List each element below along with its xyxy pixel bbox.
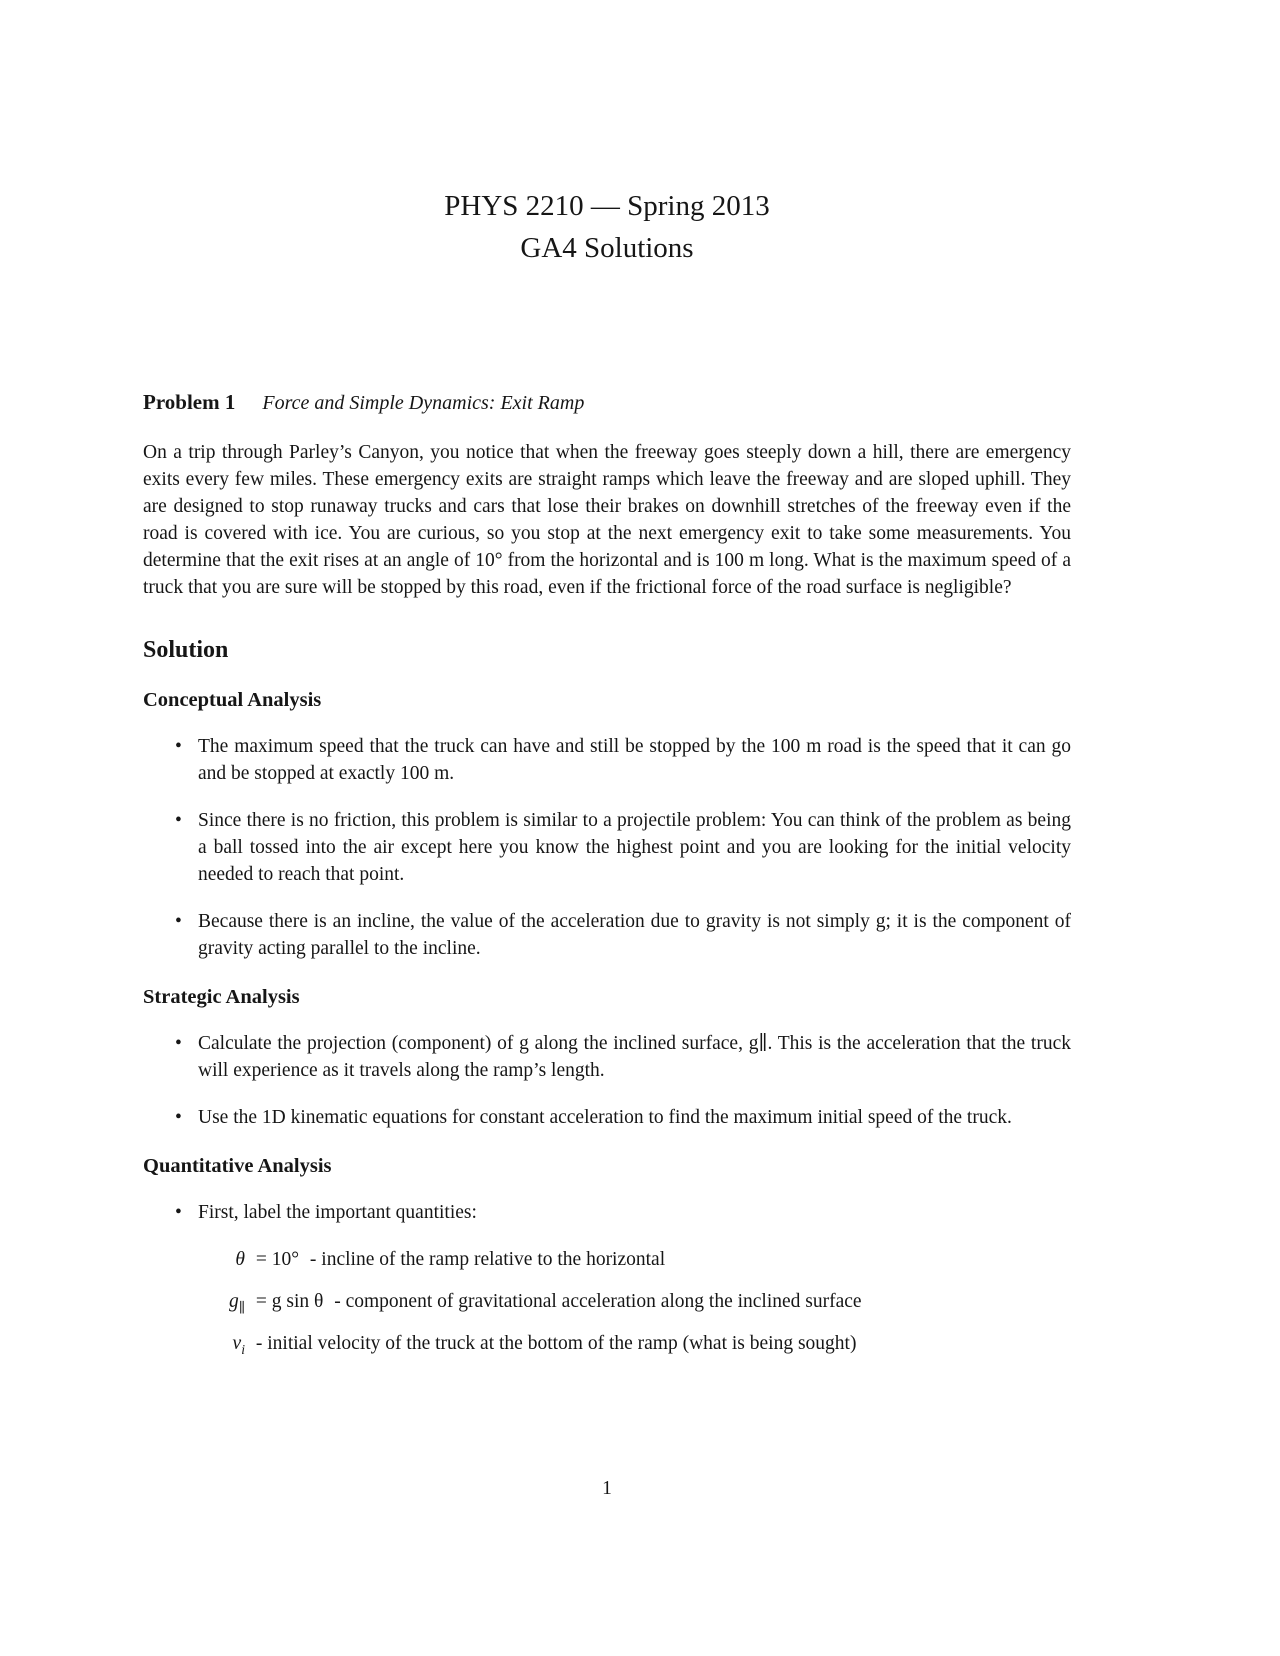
- bullet-text: Because there is an incline, the value of the acceleration due to gravity is not simply g; it is the component of gravity acting parallel to the incline.: [198, 911, 1071, 959]
- strategic-bullet-list: [143, 1030, 1071, 1131]
- page-number: 1: [602, 1478, 612, 1499]
- bullet-icon: •: [175, 911, 182, 932]
- list-item: [143, 1030, 1071, 1084]
- bullet-icon: •: [175, 1033, 182, 1054]
- quantitative-bullet-list: [143, 1199, 1071, 1226]
- bullet-icon: •: [175, 810, 182, 831]
- problem-subtitle: Force and Simple Dynamics: Exit Ramp: [262, 392, 585, 414]
- quantity-definitions: [215, 1242, 1071, 1368]
- document-subtitle: GA4 Solutions: [520, 232, 694, 264]
- bullet-text: First, label the important quantities:: [198, 1202, 477, 1223]
- definition-description: - initial velocity of the truck at the bottom of the ramp (what is being sought): [255, 1332, 857, 1354]
- conceptual-bullet-list: [143, 733, 1071, 962]
- definition-description: - incline of the ramp relative to the horizontal: [309, 1249, 666, 1270]
- bullet-icon: •: [175, 1202, 182, 1223]
- list-item: [143, 807, 1071, 888]
- math-symbol-base: θ: [235, 1249, 245, 1270]
- list-item: [143, 908, 1071, 962]
- page-content: [143, 0, 1071, 1368]
- document-title: PHYS 2210 — Spring 2013: [444, 190, 770, 222]
- problem-statement: On a trip through Parley’s Canyon, you notice that when the freeway goes steeply down a hill, there are emergency exits every few miles. These emergency exits are straight ramps which leave the freeway and are sloped uphill. They are designed to stop runaway trucks and cars that lose their brakes on downhill stretches of the freeway even if the road is covered with ice. You are curious, so you stop at the next emergency exit to take some measurements. You determine that the exit rises at an angle of 10° from the horizontal and is 100 m long. What is the maximum speed of a truck that you are sure will be stopped by this road, even if the frictional force of the road surface is negligible?: [143, 442, 1071, 598]
- list-item: [143, 1199, 1071, 1226]
- bullet-icon: •: [175, 736, 182, 757]
- solution-heading: Solution: [143, 637, 229, 663]
- problem-heading: [143, 389, 1071, 417]
- quantitative-analysis-heading: Quantitative Analysis: [143, 1155, 332, 1177]
- list-item: [143, 733, 1071, 787]
- definition-line: [215, 1326, 1071, 1368]
- title-block: [143, 185, 1071, 269]
- list-item: [143, 1104, 1071, 1131]
- math-symbol-base: v: [232, 1332, 242, 1354]
- math-symbol: [215, 1284, 245, 1326]
- bullet-text: Calculate the projection (component) of g along the inclined surface, g∥. This is the acceleration that the truck will experience as it travels along the ramp’s length.: [198, 1033, 1071, 1081]
- definition-line: [215, 1284, 1071, 1326]
- conceptual-analysis-heading: Conceptual Analysis: [143, 689, 322, 711]
- strategic-analysis-heading: Strategic Analysis: [143, 986, 300, 1008]
- math-symbol: [215, 1326, 245, 1368]
- definition-equation: = 10°: [255, 1249, 300, 1270]
- definition-line: [215, 1242, 1071, 1284]
- math-symbol-subscript: i: [241, 1341, 245, 1357]
- math-symbol-base: g: [228, 1290, 239, 1312]
- bullet-icon: •: [175, 1107, 182, 1128]
- bullet-text: Use the 1D kinematic equations for constant acceleration to find the maximum initial speed of the truck.: [198, 1107, 1012, 1128]
- bullet-text: The maximum speed that the truck can have and still be stopped by the 100 m road is the speed that it can go and be stopped at exactly 100 m.: [198, 736, 1071, 784]
- definition-equation: = g sin θ: [255, 1290, 324, 1312]
- bullet-text: Since there is no friction, this problem is similar to a projectile problem: You can think of the problem as being a ball tossed into the air except here you know the highest point and you are looking for the initial velocity needed to reach that point.: [198, 810, 1071, 885]
- problem-label: Problem 1: [143, 390, 236, 414]
- math-symbol-subscript: ∥: [238, 1299, 245, 1315]
- math-symbol: [215, 1242, 245, 1284]
- definition-description: - component of gravitational acceleration along the inclined surface: [334, 1290, 862, 1312]
